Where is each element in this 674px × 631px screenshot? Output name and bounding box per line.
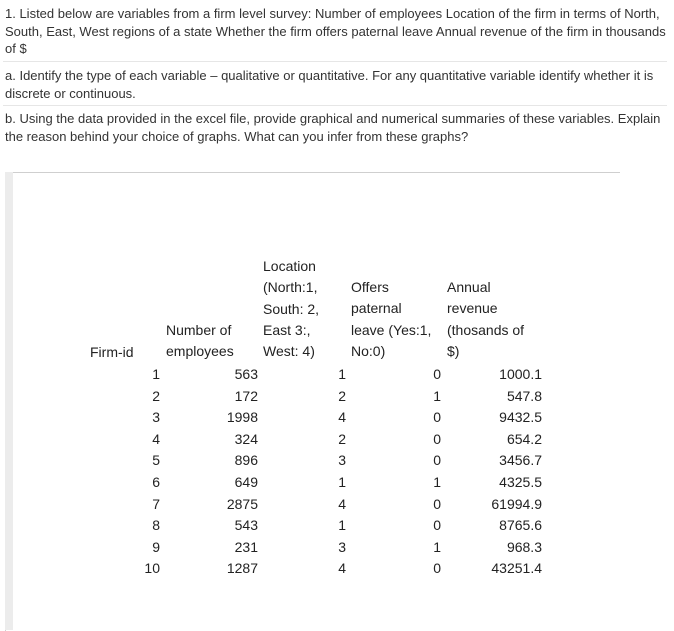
question-part-b: b. Using the data provided in the excel file, provide graphical and numerical summaries of these variables. Explain the reason behind your choice of graphs. What can you infer from these graphs?	[5, 111, 661, 144]
cell-leave: 1	[433, 474, 441, 490]
cell-employees: 2875	[226, 495, 258, 512]
cell-id: 5	[152, 452, 160, 469]
cell-leave: 0	[433, 495, 441, 512]
cell-leave: 1	[433, 387, 441, 404]
cell-employees: 1998	[226, 409, 258, 426]
cell-id: 3	[152, 409, 160, 426]
cell-revenue: 43251.4	[491, 560, 542, 577]
cell-revenue: 3456.7	[499, 452, 542, 469]
cell-leave: 0	[433, 366, 441, 382]
cell-id: 4	[152, 430, 160, 447]
question-intro: 1. Listed below are variables from a firm level survey: Number of employees Location of the firm in terms of North, South, East, West regions of a state Whether the firm offers paternal leave Annual revenue of the firm in thousands of $	[5, 6, 666, 56]
cell-location: 3	[338, 538, 346, 555]
cell-id: 7	[152, 495, 160, 512]
cell-id: 8	[152, 517, 160, 534]
cell-id: 1	[152, 366, 160, 382]
cell-location: 2	[338, 387, 346, 404]
cell-location: 3	[338, 452, 346, 469]
cell-location: 1	[338, 366, 346, 382]
cell-id: 10	[144, 560, 160, 577]
cell-revenue: 4325.5	[499, 474, 542, 490]
cell-employees: 543	[234, 517, 258, 534]
cell-id: 9	[152, 538, 160, 555]
cell-location: 4	[338, 409, 346, 426]
cell-revenue: 654.2	[506, 430, 542, 447]
cell-location: 4	[338, 495, 346, 512]
cell-leave: 0	[433, 517, 441, 534]
cell-employees: 563	[234, 366, 258, 382]
header-firm-id: Firm-id	[90, 344, 134, 360]
cell-id: 6	[152, 474, 160, 490]
cell-location: 1	[338, 474, 346, 490]
cell-location: 4	[338, 560, 346, 577]
cell-employees: 649	[234, 474, 258, 490]
header-location: Location (North:1, South: 2, East 3:, West: 4)	[263, 258, 320, 360]
cell-revenue: 61994.9	[491, 495, 542, 512]
cell-leave: 0	[433, 452, 441, 469]
cell-revenue: 968.3	[506, 538, 542, 555]
question-part-a: a. Identify the type of each variable – qualitative or quantitative. For any quantitative variable identify whether it is discrete or continuous.	[5, 68, 654, 101]
cell-id: 2	[152, 387, 160, 404]
cell-leave: 1	[433, 538, 441, 555]
cell-leave: 0	[433, 560, 441, 577]
cell-employees: 324	[234, 430, 258, 447]
cell-revenue: 9432.5	[499, 409, 542, 426]
header-paternal-leave: Offers paternal leave (Yes:1, No:0)	[351, 279, 432, 359]
cell-employees: 172	[234, 387, 258, 404]
cell-location: 2	[338, 430, 346, 447]
cell-location: 1	[338, 517, 346, 534]
cell-revenue: 1000.1	[499, 366, 542, 382]
header-employees: Number of employees	[166, 322, 234, 360]
cell-employees: 896	[234, 452, 258, 469]
cell-revenue: 547.8	[506, 387, 542, 404]
cell-employees: 1287	[226, 560, 258, 577]
cell-revenue: 8765.6	[499, 517, 542, 534]
header-revenue: Annual revenue (thosands of $)	[447, 279, 525, 359]
cell-leave: 0	[433, 409, 441, 426]
cell-employees: 231	[234, 538, 258, 555]
cell-leave: 0	[433, 430, 441, 447]
